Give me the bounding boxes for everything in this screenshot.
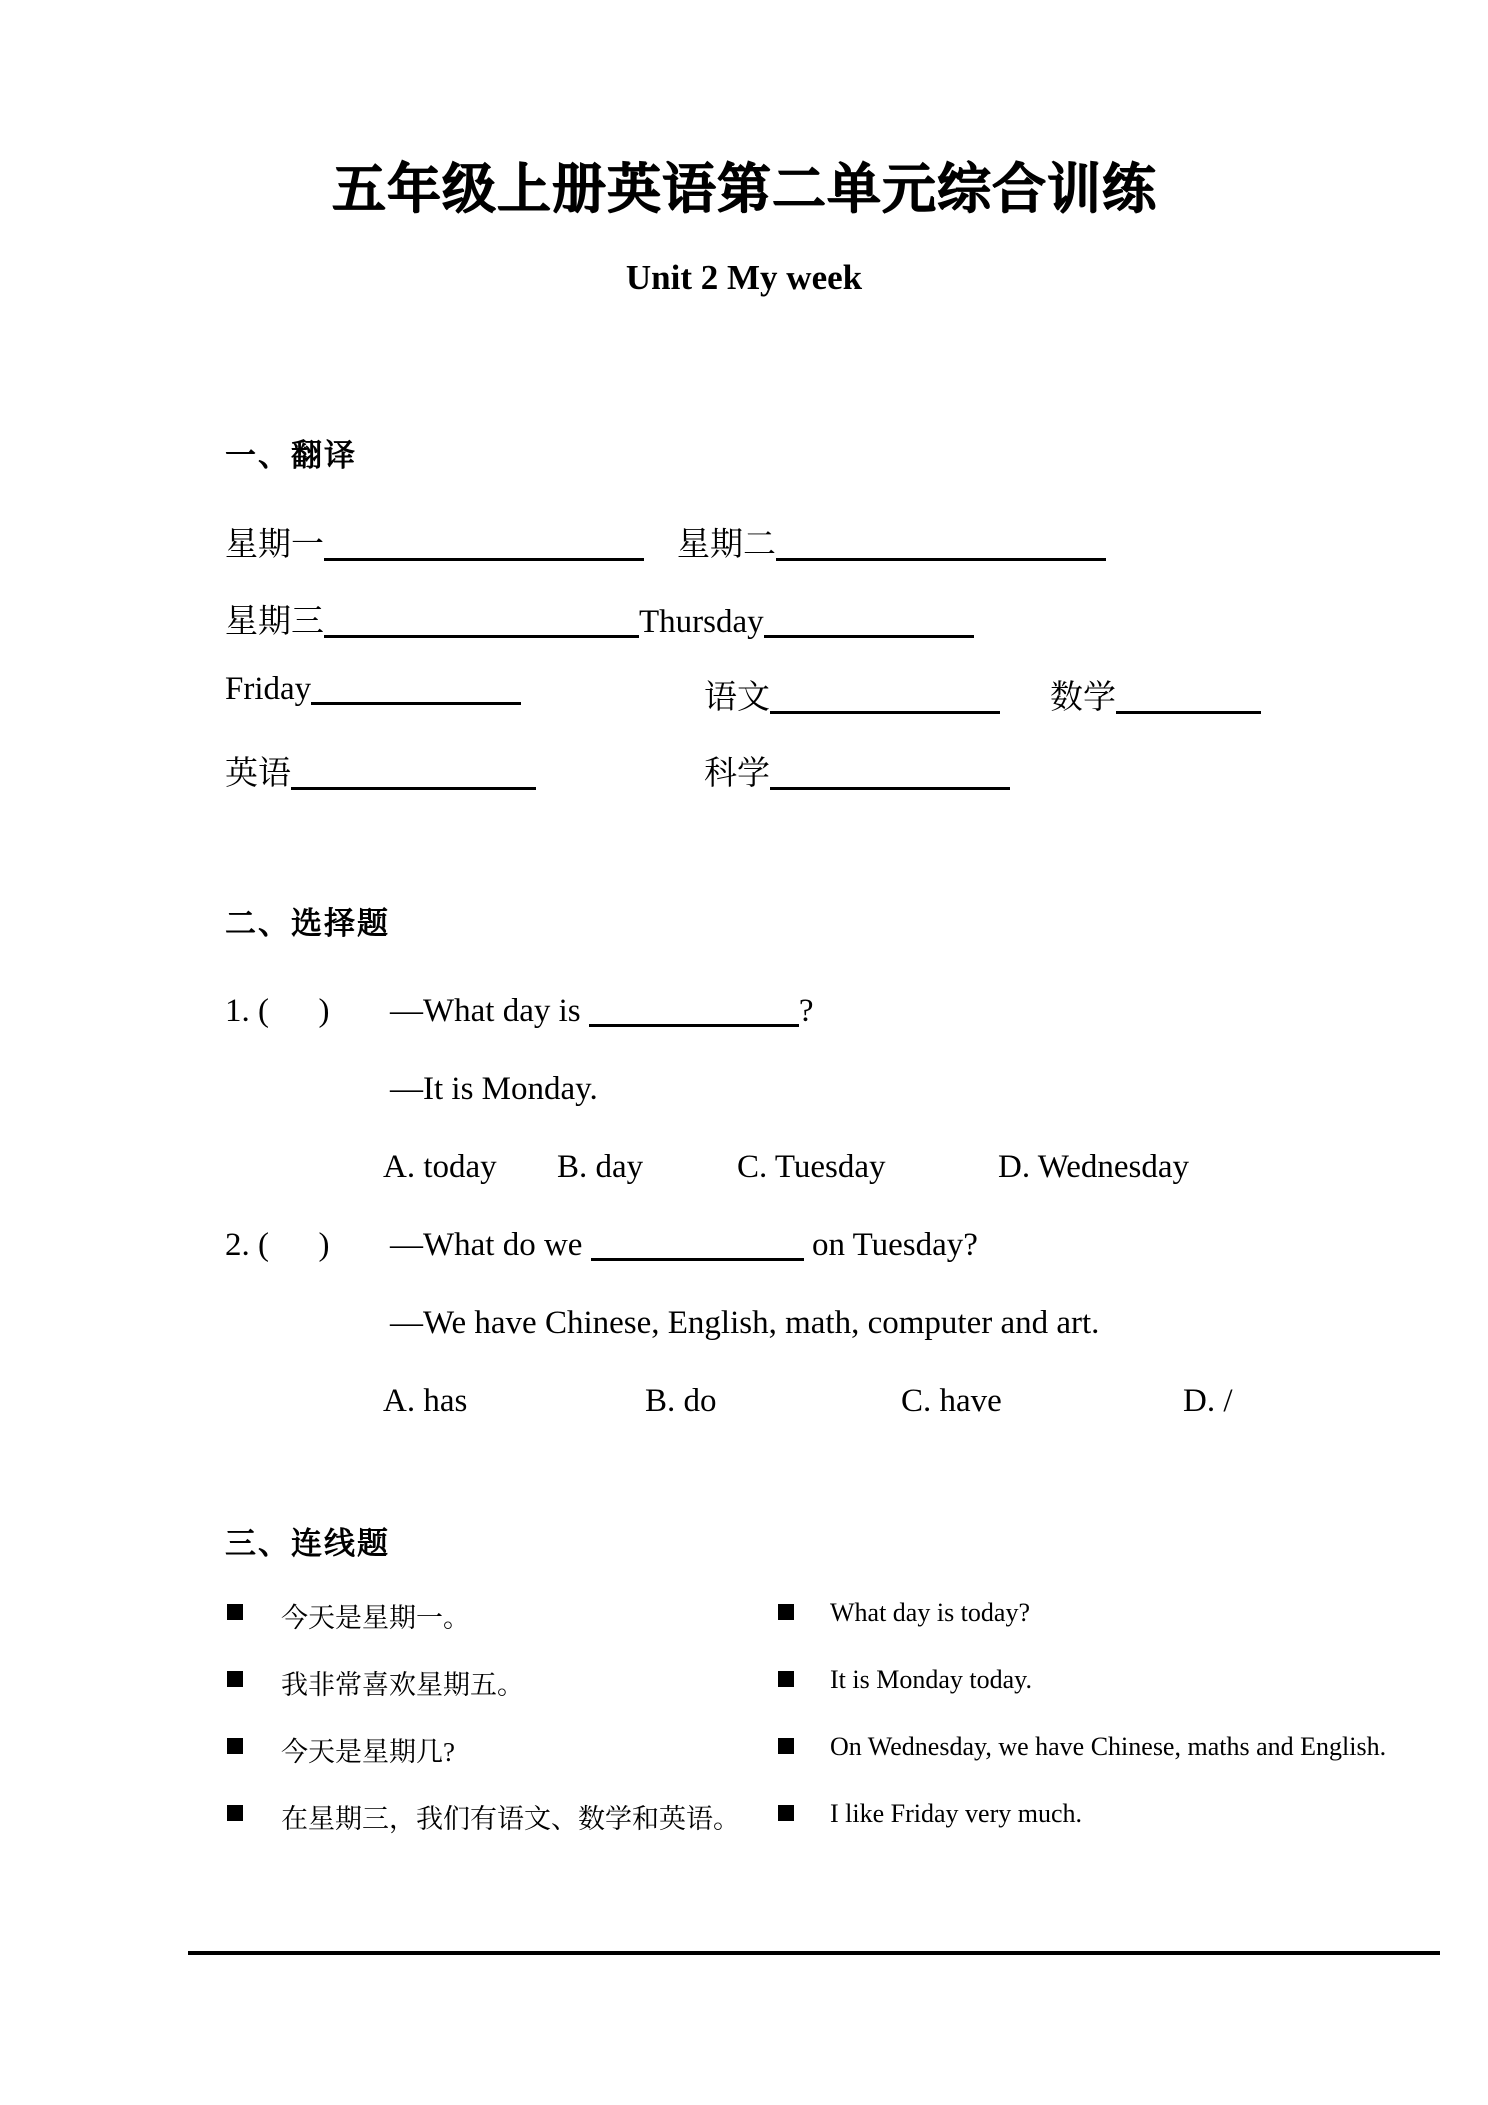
matching-right-item: What day is today?: [830, 1598, 1030, 1627]
bullet-square-icon: [778, 1604, 794, 1620]
matching-section-heading: 三、连线题: [225, 1526, 390, 1561]
translation-label: 星期二: [677, 527, 776, 563]
fill-in-blank: [764, 605, 974, 638]
question-number: 2. ( ): [225, 1227, 330, 1263]
fill-in-blank: [291, 757, 536, 790]
option-a: A. has: [383, 1383, 468, 1419]
matching-right-item: It is Monday today.: [830, 1665, 1032, 1694]
translation-item: [1050, 671, 1261, 718]
translation-label: Thursday: [639, 604, 764, 640]
matching-row: [0, 1730, 1488, 1774]
translation-label: 科学: [704, 756, 770, 792]
translation-label: 英语: [225, 756, 291, 792]
options-row: [225, 1383, 1488, 1433]
option-d: D. /: [1183, 1383, 1233, 1419]
bullet-square-icon: [227, 1604, 243, 1620]
fill-in-blank: [1116, 681, 1261, 714]
page-title: 五年级上册英语第二单元综合训练: [331, 159, 1157, 219]
matching-right-item: I like Friday very much.: [830, 1799, 1082, 1828]
translation-item: [677, 518, 1106, 565]
matching-row: [0, 1596, 1488, 1640]
bullet-square-icon: [227, 1805, 243, 1821]
translation-item: [225, 671, 521, 708]
translation-label: 数学: [1050, 680, 1116, 716]
matching-row: [0, 1663, 1488, 1707]
translation-label: Friday: [225, 671, 312, 707]
translation-row: [225, 518, 1488, 570]
matching-left-item: 今天是星期一。: [281, 1603, 470, 1633]
footer-divider: [188, 1951, 1440, 1955]
option-b: B. do: [645, 1383, 717, 1419]
unit-subtitle: Unit 2 My week: [625, 258, 863, 297]
fill-in-blank: [324, 605, 639, 638]
bullet-square-icon: [778, 1805, 794, 1821]
question-prompt-suffix: on Tuesday?: [803, 1227, 978, 1263]
translation-item: [704, 671, 1000, 718]
option-d: D. Wednesday: [998, 1149, 1190, 1185]
question-reply: —We have Chinese, English, math, computer and art.: [390, 1305, 1100, 1341]
matching-right-item: On Wednesday, we have Chinese, maths and English.: [830, 1732, 1387, 1761]
translation-item: [225, 518, 644, 565]
option-c: C. have: [901, 1383, 1002, 1419]
translation-row: [225, 747, 1488, 799]
question-line: [225, 1227, 1488, 1281]
translation-label: 星期一: [225, 527, 324, 563]
bullet-square-icon: [778, 1671, 794, 1687]
fill-in-blank: [324, 528, 644, 561]
translation-item: [704, 747, 1010, 794]
matching-row: [0, 1797, 1488, 1841]
bullet-square-icon: [227, 1738, 243, 1754]
translation-item: [225, 595, 974, 642]
fill-in-blank: [770, 757, 1010, 790]
question-reply: —It is Monday.: [390, 1071, 598, 1107]
translation-item: [225, 747, 536, 794]
bullet-square-icon: [227, 1671, 243, 1687]
fill-in-blank: [591, 1228, 804, 1261]
options-row: [225, 1149, 1488, 1199]
translation-row: [225, 671, 1488, 723]
option-b: B. day: [557, 1149, 644, 1185]
fill-in-blank: [776, 528, 1106, 561]
fill-in-blank: [311, 672, 521, 705]
fill-in-blank: [770, 681, 1000, 714]
question-prompt: [390, 993, 814, 1030]
translation-row: [225, 595, 1488, 647]
question-number: 1. ( ): [225, 993, 330, 1029]
translation-label: 星期三: [225, 604, 324, 640]
bullet-square-icon: [778, 1738, 794, 1754]
choice-section-heading: 二、选择题: [225, 906, 390, 941]
option-a: A. today: [383, 1149, 497, 1185]
matching-left-item: 在星期三，我们有语文、数学和英语。: [281, 1804, 740, 1834]
question-line: [225, 993, 1488, 1047]
question-prompt-prefix: —What day is: [390, 993, 589, 1029]
question-prompt-prefix: —What do we: [390, 1227, 591, 1263]
question-prompt-suffix: ?: [798, 993, 814, 1029]
option-c: C. Tuesday: [737, 1149, 886, 1185]
fill-in-blank: [589, 994, 799, 1027]
translation-section-heading: 一、翻译: [225, 438, 357, 473]
translation-label: 语文: [704, 680, 770, 716]
matching-left-item: 我非常喜欢星期五。: [281, 1670, 524, 1700]
question-prompt: [390, 1227, 978, 1264]
matching-left-item: 今天是星期几?: [281, 1737, 455, 1767]
